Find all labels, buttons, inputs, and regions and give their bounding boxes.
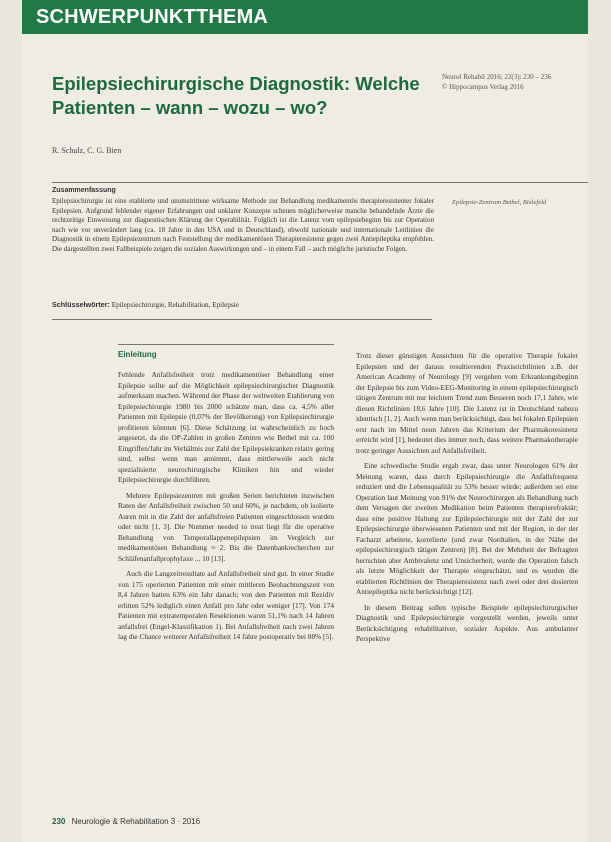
keywords bbox=[52, 300, 434, 309]
page-number: 230 bbox=[52, 817, 66, 826]
keywords-list: Epilepsiechirurgie, Rehabilitation, Epilepsie bbox=[111, 301, 239, 309]
page-footer bbox=[52, 817, 200, 826]
citation-copyright: © Hippocampus Verlag 2016 bbox=[442, 82, 524, 91]
divider-top bbox=[52, 182, 588, 183]
body-column-left bbox=[118, 370, 334, 648]
paragraph: In diesem Beitrag sollen typische Beispiele epilepsiechirurgischer Diagnostik und Epilepsiechirurgie vorgestellt werden, jeweils unter Berücksichtigung rehabilitativer, sozialer Aspekte. Aus ambulanter Perspektive bbox=[356, 602, 578, 643]
section-banner-label: SCHWERPUNKTTHEMA bbox=[36, 6, 269, 28]
paragraph: Trotz dieser günstigen Aussichten für die operative Therapie fokaler Epilepsien und der daraus resultierenden Praxisrichtlinien z.B. der American Academy of Neurology [9] vergehen vom Erkrankungsbeginn der Epilepsie bis zum Video-EEG-Monitoring in einem epilepsiechirurgisch tätigen Zentrum mit nur leichtem Trend zum Besseren noch 17,1 Jahre, wie diesen Richtlinien 18,6 Jahre [10]. Die Latenz ist in Deutschland nahezu identisch [1, 2]. Auch wenn man berücksichtigt, dass bei fokalen Epilepsien erst nach im Mittel neun Jahren das Kriterium der Pharmakoresistenz erreicht wird [1], bedeutet dies immer noch, dass weitere Pharmakotherapie trotz geringer Aussichten auf Anfallsfreiheit. bbox=[356, 351, 578, 455]
body-column-right bbox=[356, 351, 578, 650]
author-affiliation: Epilepsie-Zentrum Bethel, Bielefeld bbox=[452, 199, 547, 206]
keywords-label: Schlüsselwörter: bbox=[52, 300, 110, 309]
divider-abstract bbox=[52, 319, 432, 320]
paragraph: Auch die Langzeitresultate auf Anfallsfreiheit sind gut. In einer Studie von 175 operierten Patienten mit einer mittleren Beobachtungszeit von 8,4 Jahren hatten 63% ein Jahr danach; von den Patienten mit Rezidiv erlitten 52% lediglich einen Anfall pro Jahr oder weniger [17]. Von 174 Patienten mit extratemporalen Resektionen waren 51,1% nach 14 Jahren anfallsfrei (Engel-Klassifikation 1). Bei Anfallsfreiheit nach zwei Jahren lag die Chance weiterer Anfallsfreiheit 14 Jahre postoperativ bei 88% [5]. bbox=[118, 569, 334, 641]
citation-reference: Neurol Rehabil 2016; 22(3): 230 – 236 bbox=[442, 73, 552, 81]
section-heading: Einleitung bbox=[118, 350, 157, 359]
paragraph: Eine schwedische Studie ergab zwar, dass unter Neurologen 61% der Meinung waren, dass durch Epilepsiechirurgie die Anfallsfrequenz reduziert und die Lebensqualität zu 53% besser würde; außerdem sei eine Operation laut Meinung von 91% der Neurochirurgen als Behandlung nach dem Versagen der zweiten Medikation beim Patienten therapierefraktär; dass eine positive Haltung zur Epilepsiechirurgie mit der Zahl der zur Epilepsiechirurgie überwiesenen Patienten und mit der Region, in der der Facharzt arbeitete, korrelierte (und zwar Nordtalien, in der Nähe der epilepsiechirurgisch tätigen Zentren) [8]. Bei der Mehrheit der Befragten herrschten aber Ambivalenz und Unsicherheit, wurde die Operation falsch als letzte Möglichkeit der Therapie eingeschätzt, und es wurden die etablierten Richtlinien der Therapieresistenz nach zwei oder drei dosierten Antiepileptika nicht berücksichtigt [12]. bbox=[356, 461, 578, 596]
citation bbox=[442, 73, 592, 92]
article-title: Epilepsiechirurgische Diagnostik: Welche Patienten – wann – wozu – wo? bbox=[52, 73, 420, 118]
abstract-heading: Zusammenfassung bbox=[52, 187, 116, 194]
abstract-text: Epilepsiechirurgie ist eine etablierte und unumstrittene wirksame Methode zur Behandlung medikamentös therapieresistenter fokaler Epilepsien. Aufgrund fehlender eigener Erfahrungen und unklarer Konzepte scheuen möglicherweise manche behandelnde Ärzte die rechtzeitige Einweisung zur diagnostischen Klärung der Operabilität. Folglich ist die Latenz vom epilepsiebeginn bis zur Operation nach wie vor unverändert lang (ca. 18 Jahre in den USA und in Deutschland), obwohl nationale und internationale Leitlinien die Diagnostik in einem Epilepsiezentrum nach Feststellung der medikamentösen Therapieresistenz gegen zwei Antiepileptika empfehlen. Die dargestellten zwei Fallbeispiele zeigen die sozialen Auswirkungen und – in einem Fall – auch mögliche juristische Folgen. bbox=[52, 197, 434, 253]
article-authors: R. Schulz, C. G. Bien bbox=[52, 146, 122, 155]
paragraph: Mehrere Epilepsiezentren mit großen Serien berichteten inzwischen Raten der Anfallsfreiheit zwischen 50 und 60%, je nachdem, ob isolierte Auren mit in die Zahl der anfallsfreien Patienten eingeschlossen wurden oder nicht [1, 3]. Die Nummer needed to treat liegt für die operative Behandlung von Temporallappenepilepsien im Vergleich zur medikamentösen Behandlung ≈ 2. Bis die Datenbankrecherchen zur Schläfenanfallprophylaxe ... 10 [13]. bbox=[118, 490, 334, 563]
journal-name: Neurologie & Rehabilitation 3 · 2016 bbox=[71, 817, 201, 826]
section-banner bbox=[22, 0, 588, 34]
paragraph: Fehlende Anfallsfreiheit trotz medikamentöser Behandlung einer Epilepsie sollte auf die Möglichkeit epilepsiechirurgischer Diagnostik aufmerksam machen. Während der Phase der weltweiten Etablierung von Epilepsiechirurgie 1980 bis 2000 schätzte man, dass ca. 4,5% aller Patienten mit Epilepsie (0,07% der Bevölkerung) von Epilepsiechirurgie profitieren könnten [6]. Diese Schätzung ist wahrscheinlich zu hoch angesetzt, da die OP-Zahlen in großen Zentren wie Bethel mit ca. 100 Eingriffen/Jahr im Verhältnis zur Zahl der Epilepsiekranken relativ gering sind, selbst wenn man annimmt, dass mittlerweile auch nicht spezialisierte neurochirurgische Kliniken hin und wieder Epilepsiechirurgie durchführen. bbox=[118, 370, 334, 484]
divider-section bbox=[118, 344, 334, 345]
